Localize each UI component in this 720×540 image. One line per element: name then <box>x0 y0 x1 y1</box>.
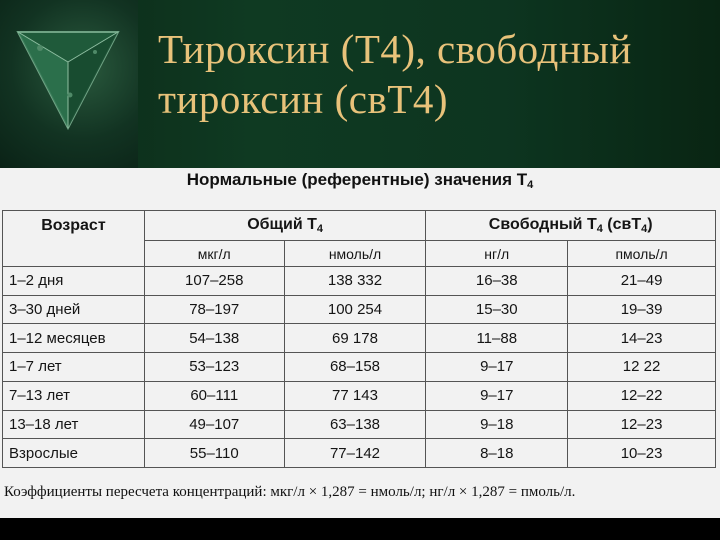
row-total-nmol: 77 143 <box>284 381 426 410</box>
table-row <box>3 410 716 439</box>
row-total-mcg: 54–138 <box>144 324 284 353</box>
row-total-mcg: 107–258 <box>144 267 284 296</box>
row-free-pmol: 12–22 <box>568 381 716 410</box>
table-row <box>3 295 716 324</box>
row-age: 1–12 месяцев <box>3 324 145 353</box>
table-caption-text: Нормальные (референтные) значения Т <box>186 170 528 189</box>
header-free-t4-sub: 4 <box>596 223 603 235</box>
row-total-mcg: 60–111 <box>144 381 284 410</box>
conversion-note: Коэффициенты пересчета концентраций: мкг/л × 1,287 = нмоль/л; нг/л × 1,287 = пмоль/л. <box>4 484 576 500</box>
row-age: 13–18 лет <box>3 410 145 439</box>
row-total-mcg: 78–197 <box>144 295 284 324</box>
row-total-nmol: 63–138 <box>284 410 426 439</box>
slide-footer-bar <box>0 518 720 540</box>
row-free-pmol: 12 22 <box>568 353 716 382</box>
header-total-t4 <box>144 211 425 241</box>
row-total-nmol: 77–142 <box>284 439 426 468</box>
row-age: 1–7 лет <box>3 353 145 382</box>
row-total-nmol: 68–158 <box>284 353 426 382</box>
row-free-ng: 8–18 <box>426 439 568 468</box>
table-row <box>3 267 716 296</box>
row-free-ng: 9–18 <box>426 410 568 439</box>
table-row <box>3 381 716 410</box>
row-age: Взрослые <box>3 439 145 468</box>
row-free-pmol: 14–23 <box>568 324 716 353</box>
row-age: 3–30 дней <box>3 295 145 324</box>
reference-sheet <box>0 168 720 518</box>
row-free-pmol: 12–23 <box>568 410 716 439</box>
row-free-ng: 9–17 <box>426 353 568 382</box>
header-free-t4-close: ) <box>647 216 653 233</box>
header-total-t4-sub: 4 <box>316 223 324 235</box>
slide-header <box>0 0 720 168</box>
row-total-mcg: 53–123 <box>144 353 284 382</box>
row-total-nmol: 138 332 <box>284 267 426 296</box>
unit-ng-l: нг/л <box>426 241 568 267</box>
unit-pmol-l: пмоль/л <box>568 241 716 267</box>
row-age: 7–13 лет <box>3 381 145 410</box>
table-row <box>3 353 716 382</box>
header-free-t4-suffix-sub: 4 <box>641 223 648 235</box>
table-caption <box>0 170 720 191</box>
header-free-t4 <box>426 211 716 241</box>
row-total-nmol: 100 254 <box>284 295 426 324</box>
slide-title-line-2: тироксин (свТ4) <box>158 76 448 122</box>
row-age: 1–2 дня <box>3 267 145 296</box>
header-free-t4-suffix: (свТ <box>602 216 642 233</box>
row-free-pmol: 21–49 <box>568 267 716 296</box>
header-free-t4-text: Свободный Т <box>488 216 597 233</box>
slide-title-line-1: Тироксин (Т4), свободный <box>158 26 632 72</box>
unit-mcg-l: мкг/л <box>144 241 284 267</box>
reference-values-table <box>2 210 716 468</box>
row-free-ng: 9–17 <box>426 381 568 410</box>
triangle-emblem-icon <box>0 0 138 168</box>
unit-nmol-l: нмоль/л <box>284 241 426 267</box>
triangle-logo <box>0 0 138 168</box>
row-total-nmol: 69 178 <box>284 324 426 353</box>
row-free-ng: 11–88 <box>426 324 568 353</box>
header-age: Возраст <box>3 211 145 267</box>
row-total-mcg: 49–107 <box>144 410 284 439</box>
row-free-ng: 15–30 <box>426 295 568 324</box>
row-free-pmol: 10–23 <box>568 439 716 468</box>
row-total-mcg: 55–110 <box>144 439 284 468</box>
table-row <box>3 324 716 353</box>
table-row <box>3 439 716 468</box>
slide-title <box>158 24 713 124</box>
header-total-t4-text: Общий Т <box>247 216 317 233</box>
row-free-ng: 16–38 <box>426 267 568 296</box>
table-caption-subscript: 4 <box>527 179 534 191</box>
row-free-pmol: 19–39 <box>568 295 716 324</box>
